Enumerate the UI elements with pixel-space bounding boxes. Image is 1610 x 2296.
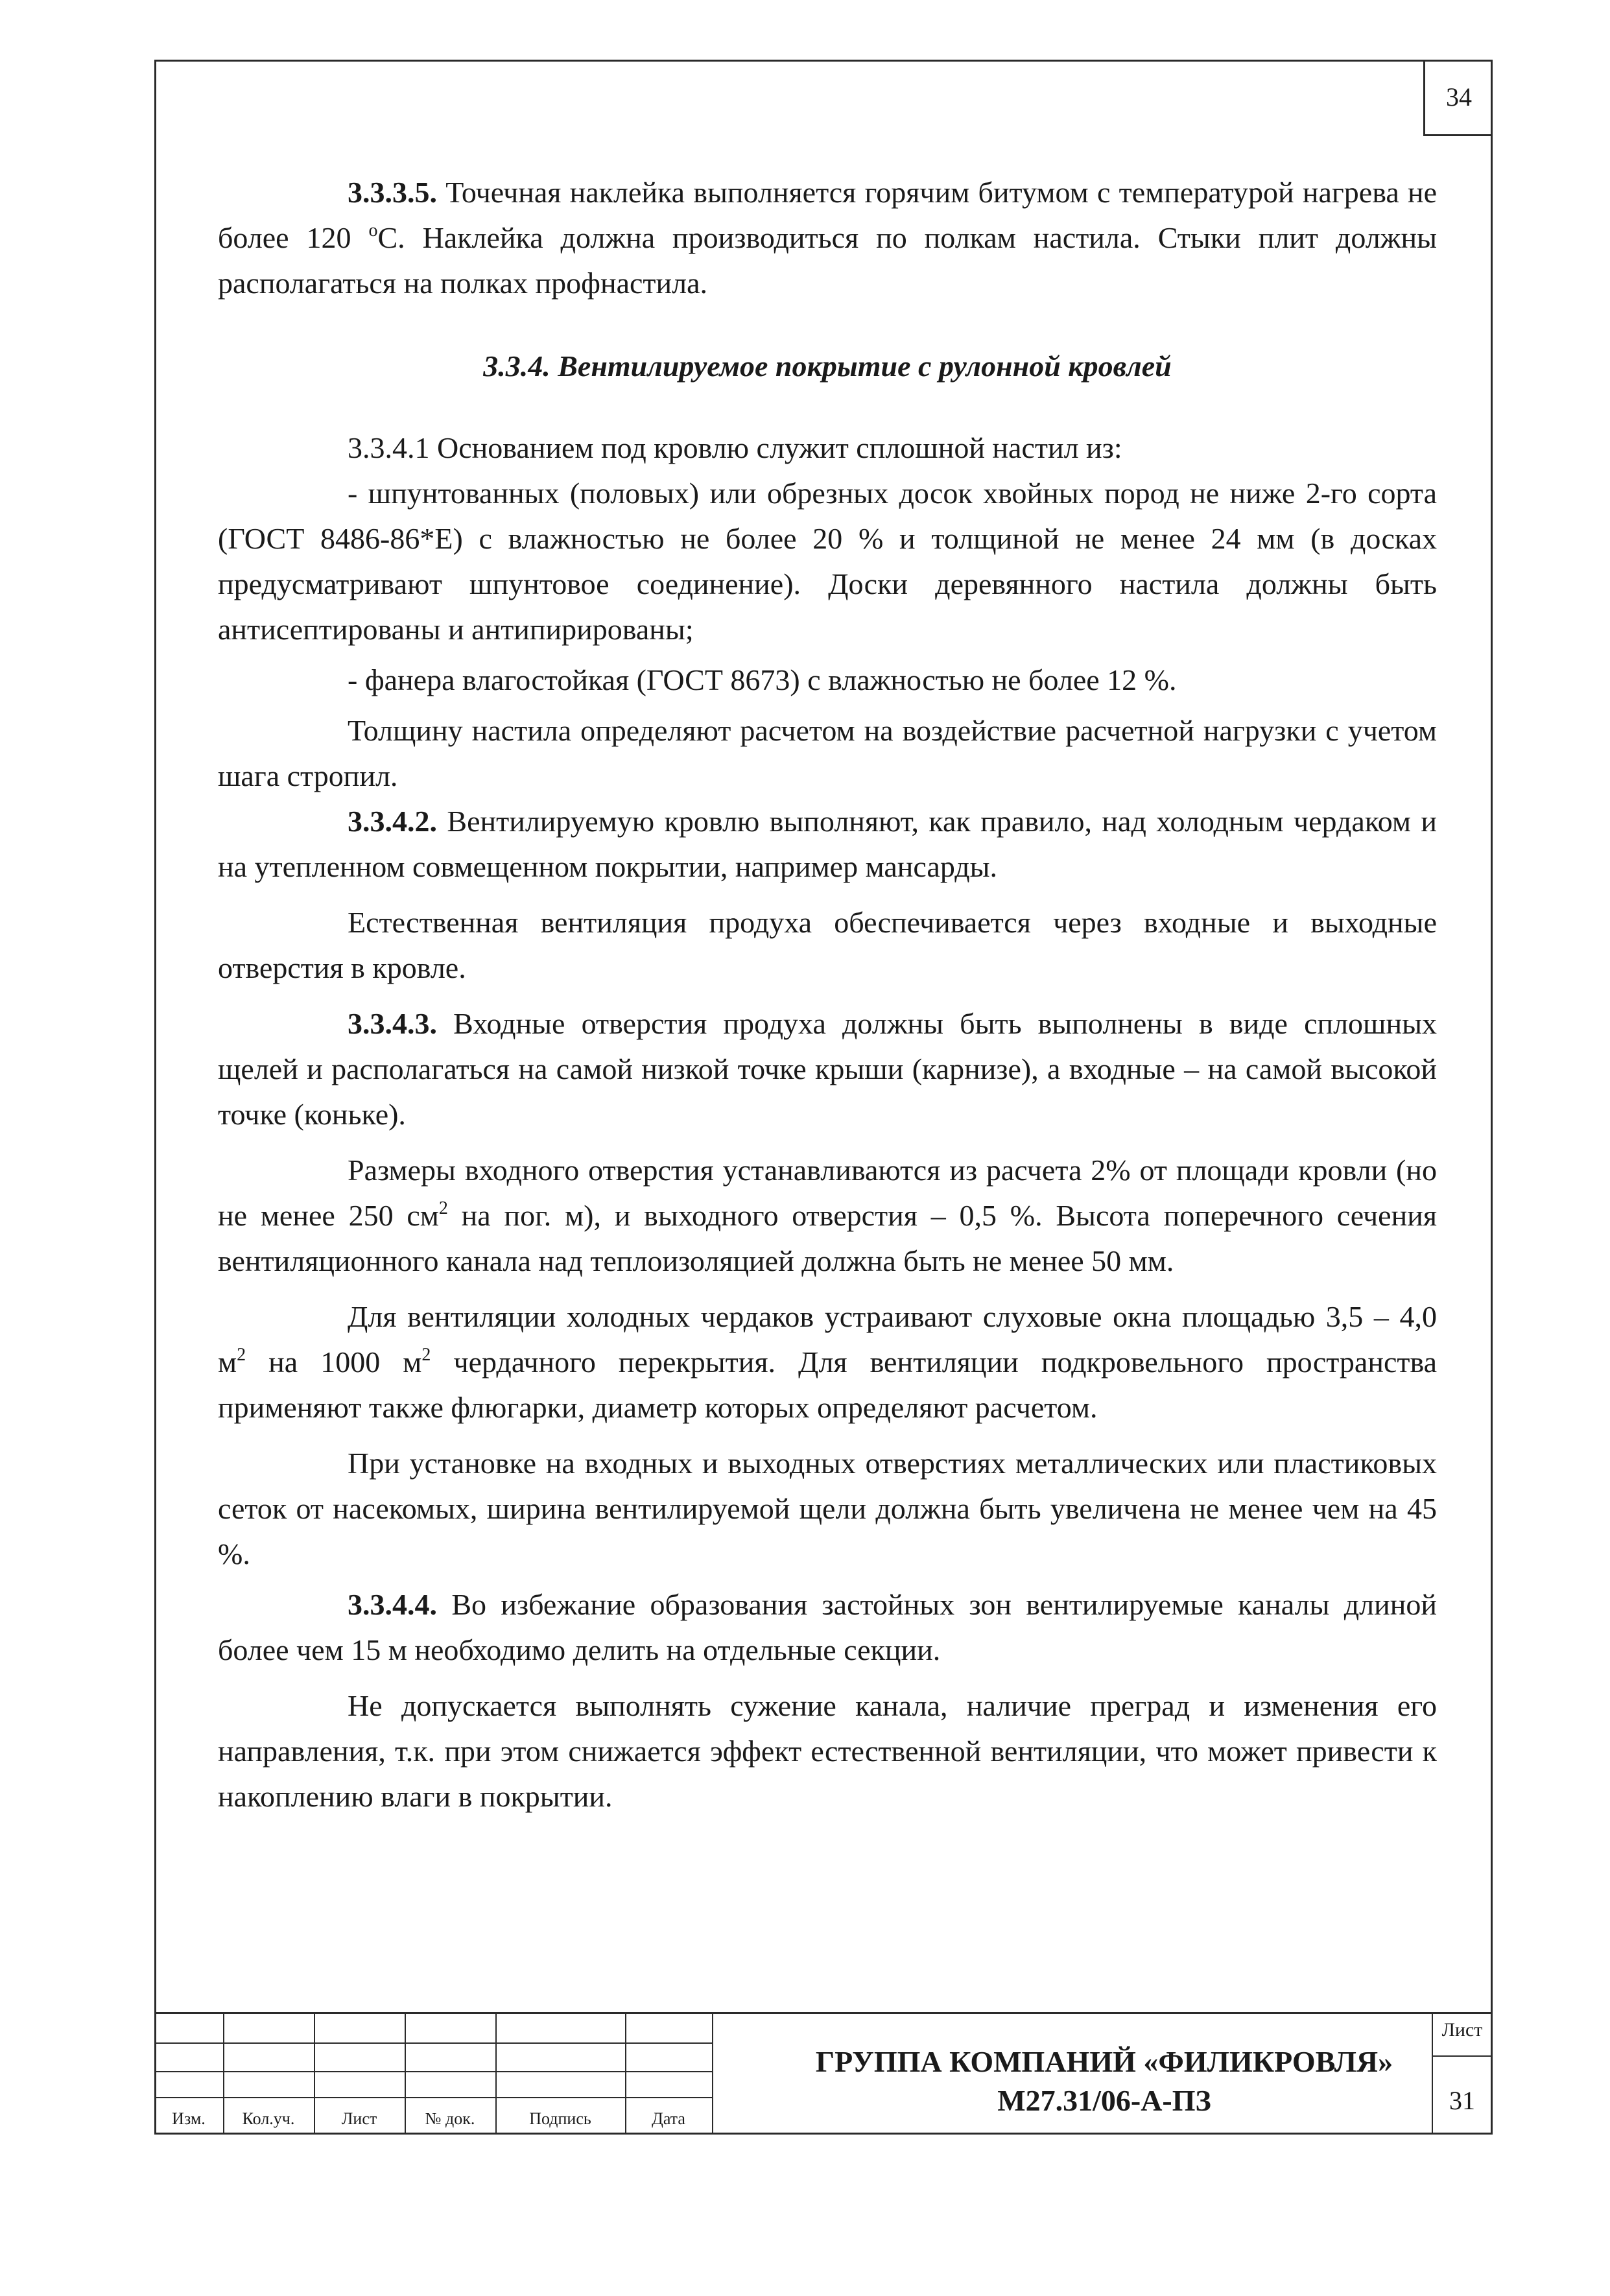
- paragraph-text: Размеры входного отверстия устанавливаются из расчета 2% от площади кровли (но не менее 250 см: [218, 1154, 1437, 1232]
- company-name: ГРУППА КОМПАНИЙ «ФИЛИКРОВЛЯ»: [815, 2045, 1393, 2078]
- paragraph-thickness: Толщину настила определяют расчетом на воздействие расчетной нагрузки с учетом шага стропил.: [218, 714, 1437, 792]
- column-label-kol: Кол.уч.: [242, 2109, 295, 2128]
- clause-number: 3.3.4.1: [348, 431, 430, 464]
- column-label-podpis: Подпись: [529, 2109, 591, 2128]
- paragraph-text: на 1000 м: [246, 1345, 422, 1379]
- page-number: 34: [1423, 60, 1493, 136]
- paragraph-no-narrowing: Не допускается выполнять сужение канала, наличие преград и изменения его направления, т.к. при этом снижается эффект естественной вентиляции, что может привести к накоплению влаги в покрытии.: [218, 1689, 1437, 1813]
- degree-mark: o: [368, 220, 378, 241]
- column-label-ndok: № док.: [425, 2109, 475, 2128]
- paragraph-text: Во избежание образования застойных зон вентилируемые каналы длиной более чем 15 м необходимо делить на отдельные секции.: [218, 1588, 1437, 1666]
- sheet-number: 31: [1449, 2086, 1475, 2115]
- grid-line: [712, 2014, 713, 2135]
- paragraph-text: Основанием под кровлю служит сплошной настил из:: [429, 431, 1122, 464]
- grid-line: [154, 2097, 712, 2098]
- title-block: [154, 2012, 1493, 2135]
- paragraph-insect-nets: При установке на входных и выходных отверстиях металлических или пластиковых сеток от насекомых, ширина вентилируемой щели должна быть увеличена не менее чем на 45 %.: [218, 1447, 1437, 1570]
- paragraph-text: Точечная наклейка выполняется горячим битумом с температурой нагрева не более 120: [218, 176, 1437, 254]
- list-item-boards: - шпунтованных (половых) или обрезных досок хвойных пород не ниже 2-го сорта (ГОСТ 8486-86*Е) с влажностью не более 20 % и толщиной не менее 24 мм (в досках предусматривают шпунтовое соединение). Доски деревянного настила должны быть антисептированы и антипирированы;: [218, 477, 1437, 646]
- paragraph-text: С. Наклейка должна производиться по полкам настила. Стыки плит должны располагаться на полках профнастила.: [218, 221, 1437, 300]
- document-code: М27.31/06-А-ПЗ: [997, 2084, 1211, 2117]
- paragraph-natural-ventilation: Естественная вентиляция продуха обеспечивается через входные и выходные отверстия в кровле.: [218, 906, 1437, 984]
- paragraph-opening-sizes: [218, 1148, 1437, 1284]
- paragraph-text: Входные отверстия продуха должны быть выполнены в виде сплошных щелей и располагаться на самой низкой точке крыши (карнизе), а входные – на самой высокой точке (коньке).: [218, 1007, 1437, 1131]
- grid-line: [154, 2071, 712, 2072]
- paragraph-text: чердачного перекрытия. Для вентиляции подкровельного пространства применяют также флюгарки, диаметр которых определяют расчетом.: [218, 1345, 1437, 1424]
- sheet-label: Лист: [1441, 2019, 1483, 2041]
- column-label-izm: Изм.: [172, 2109, 206, 2128]
- paragraph-3-3-4-2: [218, 799, 1437, 890]
- superscript: 2: [237, 1345, 246, 1365]
- column-label-data: Дата: [652, 2109, 685, 2128]
- clause-number: 3.3.4.2.: [348, 805, 437, 838]
- section-heading: 3.3.4. Вентилируемое покрытие с рулонной кровлей: [483, 349, 1172, 383]
- column-label-list: Лист: [341, 2109, 377, 2128]
- paragraph-text: Для вентиляции холодных чердаков устраивают слуховые окна площадью 3,5 – 4,0 м: [218, 1300, 1437, 1379]
- list-item-plywood: - фанера влагостойкая (ГОСТ 8673) с влажностью не более 12 %.: [348, 663, 1177, 696]
- clause-number: 3.3.4.4.: [348, 1588, 437, 1621]
- paragraph-3-3-4-4: [218, 1582, 1437, 1673]
- document-body: [218, 170, 1437, 1819]
- paragraph-3-3-4-3: [218, 1001, 1437, 1137]
- paragraph-text: на пог. м), и выходного отверстия – 0,5 %. Высота поперечного сечения вентиляционного канала над теплоизоляцией должна быть не менее 50 мм.: [218, 1199, 1437, 1277]
- paragraph-text: Вентилируемую кровлю выполняют, как правило, над холодным чердаком и на утепленном совмещенном покрытии, например мансарды.: [218, 805, 1437, 883]
- paragraph-3-3-4-1: [218, 425, 1437, 471]
- grid-line: [1432, 2055, 1493, 2057]
- clause-number: 3.3.4.3.: [348, 1007, 437, 1040]
- superscript: 2: [438, 1198, 448, 1218]
- paragraph-dormer-windows: [218, 1294, 1437, 1430]
- superscript: 2: [421, 1345, 431, 1365]
- grid-line: [154, 2042, 712, 2044]
- clause-number: 3.3.3.5.: [348, 176, 437, 209]
- company-block: [803, 2042, 1406, 2120]
- paragraph-3-3-3-5: [218, 170, 1437, 306]
